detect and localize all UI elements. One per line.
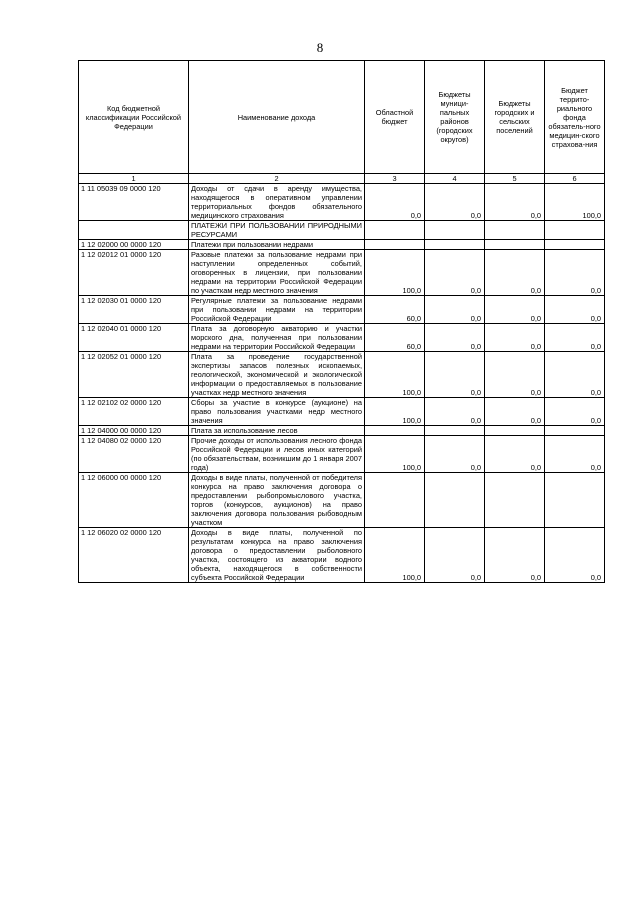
row-code: 1 12 04080 02 0000 120 xyxy=(79,436,189,473)
row-value: 0,0 xyxy=(485,528,545,583)
row-name: Платежи при пользовании недрами xyxy=(189,240,365,250)
table-row xyxy=(79,473,605,528)
header-settlement-budgets: Бюджеты городских и сельских поселений xyxy=(485,61,545,174)
row-value: 0,0 xyxy=(425,250,485,296)
row-code: 1 12 02052 01 0000 120 xyxy=(79,352,189,398)
row-code: 1 12 04000 00 0000 120 xyxy=(79,426,189,436)
row-value xyxy=(485,221,545,240)
column-number: 4 xyxy=(425,174,485,184)
row-code: 1 12 02030 01 0000 120 xyxy=(79,296,189,324)
row-value: 0,0 xyxy=(425,324,485,352)
table-row xyxy=(79,296,605,324)
row-value: 100,0 xyxy=(365,436,425,473)
row-value: 100,0 xyxy=(365,250,425,296)
row-value xyxy=(485,426,545,436)
row-value: 60,0 xyxy=(365,296,425,324)
row-name: Доходы в виде платы, полученной от победителя конкурса на право заключения договора о предоставлении рыбопромыслового участка, торгов (конкурсов, аукционов) на право заключения договора пользования рыбоводным участком xyxy=(189,473,365,528)
row-value: 0,0 xyxy=(425,398,485,426)
row-code: 1 12 06000 00 0000 120 xyxy=(79,473,189,528)
row-value: 60,0 xyxy=(365,324,425,352)
column-number: 3 xyxy=(365,174,425,184)
table-row xyxy=(79,528,605,583)
row-name: Доходы в виде платы, полученной по результатам конкурса на право заключения договора о предоставлении рыболовного участка, состоящего из акватории водного объекта, находящегося в собственности субъекта Российской Федерации xyxy=(189,528,365,583)
row-name: Прочие доходы от использования лесного фонда Российской Федерации и лесов иных категорий (по обязательствам, возникшим до 1 января 2007 года) xyxy=(189,436,365,473)
row-value xyxy=(545,240,605,250)
row-value: 0,0 xyxy=(485,324,545,352)
table-row xyxy=(79,436,605,473)
row-value: 0,0 xyxy=(485,250,545,296)
row-value xyxy=(365,426,425,436)
row-value: 100,0 xyxy=(365,352,425,398)
row-value: 0,0 xyxy=(545,352,605,398)
row-name: Плата за договорную акваторию и участки морского дна, полученная при пользовании недрами на территории Российской Федерации xyxy=(189,324,365,352)
row-name: Сборы за участие в конкурсе (аукционе) на право пользования участками недр местного значения xyxy=(189,398,365,426)
table-header-row xyxy=(79,61,605,174)
column-number: 6 xyxy=(545,174,605,184)
table-row xyxy=(79,221,605,240)
table-row xyxy=(79,240,605,250)
page-number: 8 xyxy=(316,40,324,55)
header-municipal-budgets: Бюджеты муници-пальных районов (городских округов) xyxy=(425,61,485,174)
table-row xyxy=(79,398,605,426)
row-value: 100,0 xyxy=(365,398,425,426)
row-value xyxy=(425,473,485,528)
row-value xyxy=(545,221,605,240)
row-name: Доходы от сдачи в аренду имущества, находящегося в оперативном управлении территориальных фондов обязательного медицинского страхования xyxy=(189,184,365,221)
row-value: 0,0 xyxy=(545,296,605,324)
row-value: 0,0 xyxy=(485,184,545,221)
row-value: 0,0 xyxy=(545,436,605,473)
column-number: 2 xyxy=(189,174,365,184)
row-value: 0,0 xyxy=(425,184,485,221)
table-row xyxy=(79,324,605,352)
row-name: Плата за использование лесов xyxy=(189,426,365,436)
row-code: 1 12 02102 02 0000 120 xyxy=(79,398,189,426)
row-value: 0,0 xyxy=(545,398,605,426)
row-value: 100,0 xyxy=(365,528,425,583)
header-code: Код бюджетной классификации Российской Федерации xyxy=(79,61,189,174)
row-value xyxy=(425,426,485,436)
row-value xyxy=(545,426,605,436)
row-value: 0,0 xyxy=(365,184,425,221)
row-value xyxy=(425,221,485,240)
row-value: 0,0 xyxy=(545,324,605,352)
table-row xyxy=(79,184,605,221)
row-value xyxy=(365,240,425,250)
row-code: 1 12 02040 01 0000 120 xyxy=(79,324,189,352)
row-value: 0,0 xyxy=(485,296,545,324)
header-name: Наименование дохода xyxy=(189,61,365,174)
section-heading: ПЛАТЕЖИ ПРИ ПОЛЬЗОВАНИИ ПРИРОДНЫМИ РЕСУРСАМИ xyxy=(189,221,365,240)
header-regional-budget: Областной бюджет xyxy=(365,61,425,174)
row-name: Регулярные платежи за пользование недрами при пользовании недрами на территории Российской Федерации xyxy=(189,296,365,324)
row-code xyxy=(79,221,189,240)
row-code: 1 12 06020 02 0000 120 xyxy=(79,528,189,583)
row-value: 0,0 xyxy=(485,436,545,473)
column-number: 5 xyxy=(485,174,545,184)
row-value: 0,0 xyxy=(425,528,485,583)
column-number-row xyxy=(79,174,605,184)
row-value xyxy=(365,221,425,240)
row-code: 1 12 02012 01 0000 120 xyxy=(79,250,189,296)
row-value: 0,0 xyxy=(545,250,605,296)
column-number: 1 xyxy=(79,174,189,184)
row-value: 0,0 xyxy=(425,436,485,473)
table-row xyxy=(79,250,605,296)
row-value xyxy=(545,473,605,528)
header-medical-insurance-fund: Бюджет террито-риального фонда обязатель-ного медицин-ского страхова-ния xyxy=(545,61,605,174)
row-code: 1 12 02000 00 0000 120 xyxy=(79,240,189,250)
row-value xyxy=(485,240,545,250)
row-value xyxy=(485,473,545,528)
row-value xyxy=(365,473,425,528)
row-value: 0,0 xyxy=(485,398,545,426)
row-value: 0,0 xyxy=(425,296,485,324)
revenue-distribution-table xyxy=(78,60,605,583)
row-value: 0,0 xyxy=(485,352,545,398)
row-value: 0,0 xyxy=(425,352,485,398)
row-value: 0,0 xyxy=(545,528,605,583)
row-name: Плата за проведение государственной экспертизы запасов полезных ископаемых, геологической, экономической и экологической информации о предоставляемых в пользование участках недр местного значения xyxy=(189,352,365,398)
row-name: Разовые платежи за пользование недрами при наступлении определенных событий, оговоренных в лицензии, при пользовании недрами на территории Российской Федерации по участкам недр местного значения xyxy=(189,250,365,296)
row-value xyxy=(425,240,485,250)
table-row xyxy=(79,426,605,436)
table-row xyxy=(79,352,605,398)
row-value: 100,0 xyxy=(545,184,605,221)
row-code: 1 11 05039 09 0000 120 xyxy=(79,184,189,221)
